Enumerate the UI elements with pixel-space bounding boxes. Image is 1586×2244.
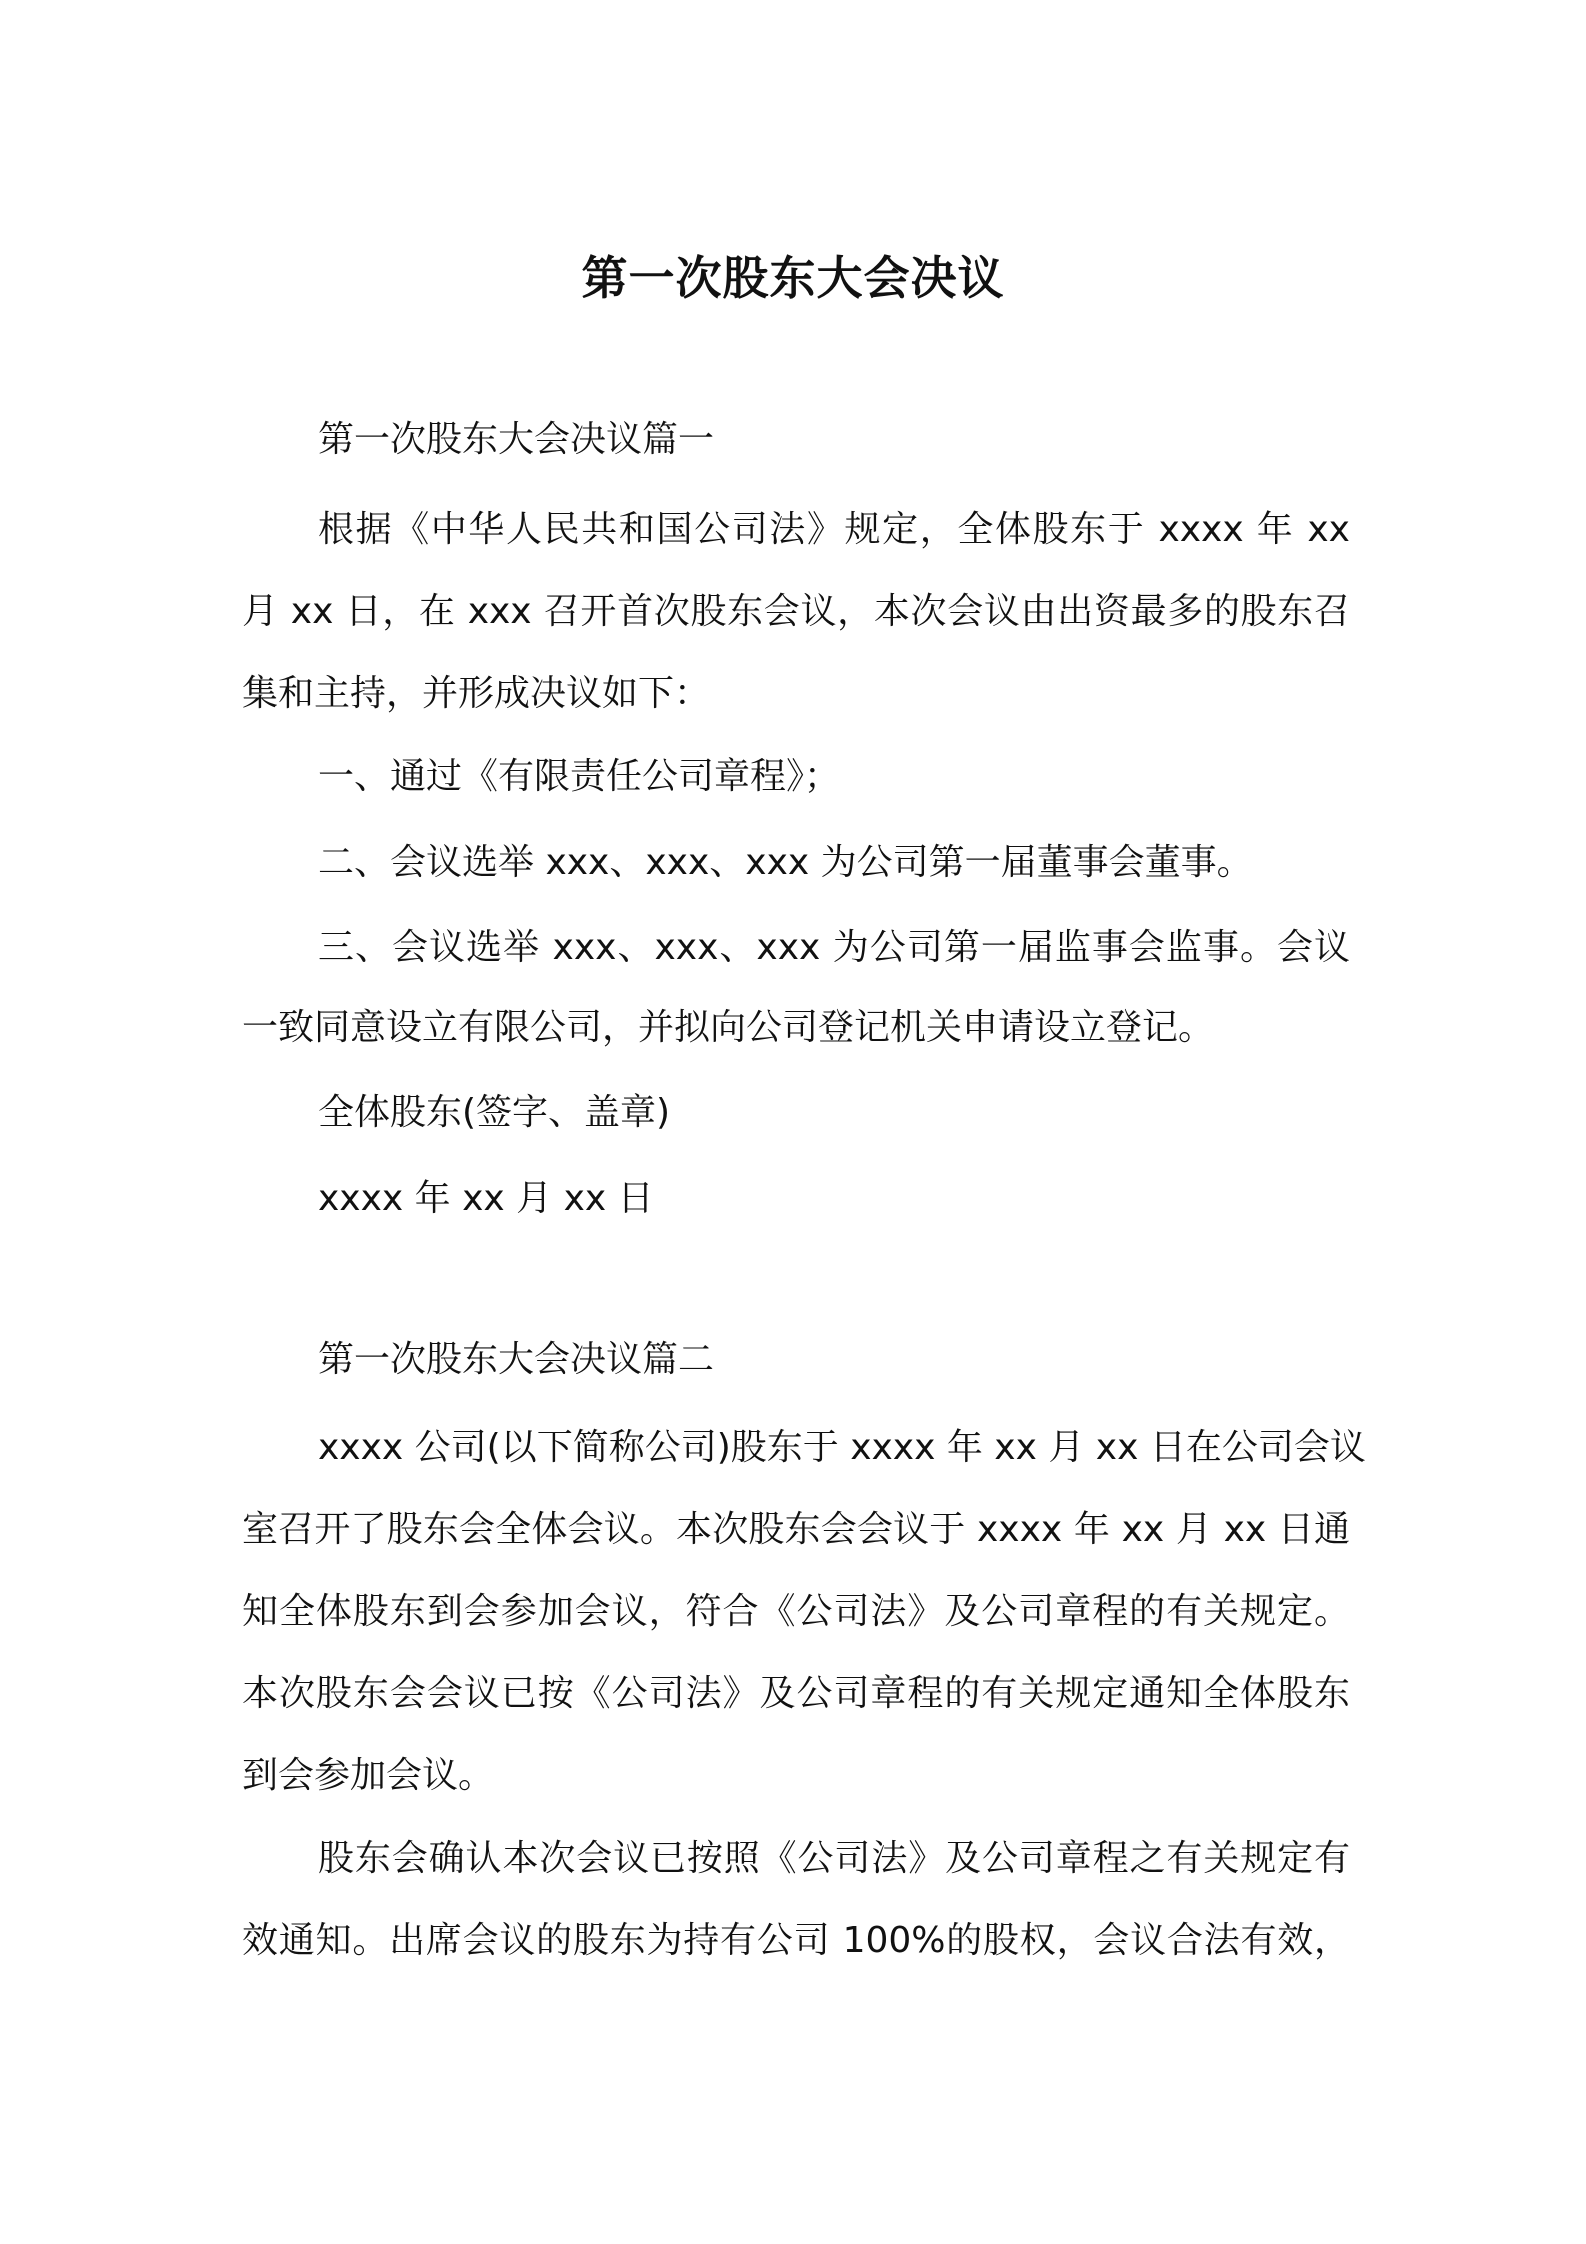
document-title: 第一次股东大会决议	[581, 250, 1005, 305]
section2-para2-line-1: 股东会确认本次会议已按照《公司法》及公司章程之有关规定有	[318, 1838, 1350, 1879]
section2-heading: 第一次股东大会决议篇二	[318, 1339, 715, 1380]
section2-para1-line-2: 室召开了股东会全体会议。本次股东会会议于 xxxx 年 xx 月 xx 日通	[242, 1509, 1350, 1550]
section2-para2-line-2: 效通知。出席会议的股东为持有公司 100%的股权，会议合法有效，	[242, 1920, 1350, 1961]
section2-para1-line-4: 本次股东会会议已按《公司法》及公司章程的有关规定通知全体股东	[242, 1673, 1350, 1714]
section1-date: xxxx 年 xx 月 xx 日	[318, 1178, 654, 1219]
section1-item-3-line-2: 一致同意设立有限公司，并拟向公司登记机关申请设立登记。	[242, 1007, 1215, 1048]
section1-item-1: 一、通过《有限责任公司章程》；	[318, 756, 841, 797]
section1-intro-line-3: 集和主持，并形成决议如下：	[242, 673, 711, 714]
section1-item-3-line-1: 三、会议选举 xxx、xxx、xxx 为公司第一届监事会监事。会议	[318, 927, 1350, 968]
section1-item-2: 二、会议选举 xxx、xxx、xxx 为公司第一届董事会董事。	[318, 842, 1253, 883]
section2-para1-line-3: 知全体股东到会参加会议，符合《公司法》及公司章程的有关规定。	[242, 1591, 1350, 1632]
section2-para1-line-1: xxxx 公司(以下简称公司)股东于 xxxx 年 xx 月 xx 日在公司会议	[318, 1427, 1366, 1468]
section1-heading: 第一次股东大会决议篇一	[318, 419, 715, 460]
section1-signature: 全体股东(签字、盖章)	[318, 1092, 671, 1133]
section1-intro-line-1: 根据《中华人民共和国公司法》规定，全体股东于 xxxx 年 xx	[318, 509, 1350, 550]
section1-intro-line-2: 月 xx 日，在 xxx 召开首次股东会议，本次会议由出资最多的股东召	[242, 591, 1350, 632]
section2-para1-line-5: 到会参加会议。	[242, 1755, 495, 1796]
